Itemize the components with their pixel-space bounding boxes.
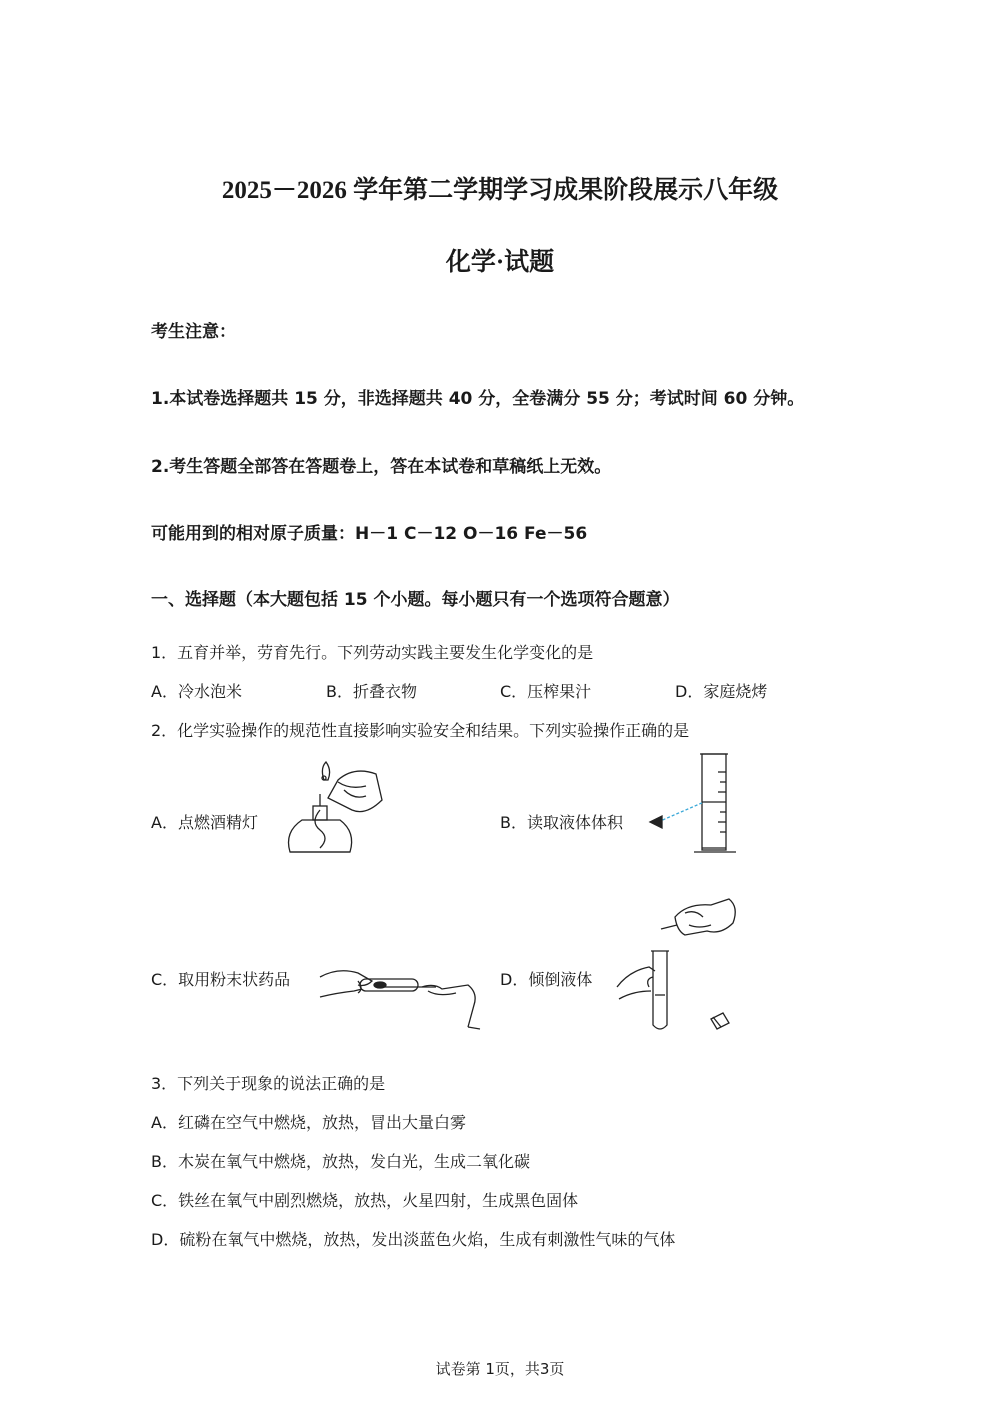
question-2-option-a: A．点燃酒精灯 [151,813,258,832]
atomic-mass-line: 可能用到的相对原子质量：H－1 C－12 O－16 Fe－56 [151,524,588,544]
exam-subtitle: 化学·试题 [445,249,555,276]
question-2-stem: 2．化学实验操作的规范性直接影响实验安全和结果。下列实验操作正确的是 [151,721,690,740]
question-3-option-d: D．硫粉在氧气中燃烧，放热，发出淡蓝色火焰，生成有刺激性气味的气体 [151,1230,676,1249]
notice-item-2: 2.考生答题全部答在答题卷上，答在本试卷和草稿纸上无效。 [151,457,612,477]
question-1-option-a: A．冷水泡米 [151,682,242,701]
question-3-option-c: C．铁丝在氧气中剧烈燃烧，放热，火星四射，生成黑色固体 [151,1191,579,1210]
question-3-option-a: A．红磷在空气中燃烧，放热，冒出大量白雾 [151,1113,466,1132]
question-1-stem: 1．五育并举，劳育先行。下列劳动实践主要发生化学变化的是 [151,643,594,662]
section-heading: 一、选择题（本大题包括 15 个小题。每小题只有一个选项符合题意） [151,590,680,610]
graduated-cylinder-figure [648,752,748,862]
question-2-option-d: D．倾倒液体 [500,970,593,989]
alcohol-lamp-lighting-figure [280,760,390,860]
powder-test-tube-figure [318,963,483,1033]
question-1-option-c: C．压榨果汁 [500,682,592,701]
question-3-option-b: B．木炭在氧气中燃烧，放热，发白光，生成二氧化碳 [151,1152,530,1171]
question-3-stem: 3．下列关于现象的说法正确的是 [151,1074,386,1093]
page-footer: 试卷第 1页，共3页 [435,1360,565,1378]
notice-item-1: 1.本试卷选择题共 15 分，非选择题共 40 分，全卷满分 55 分；考试时间 60 分钟。 [151,389,805,409]
pouring-liquid-figure [615,895,745,1035]
notice-heading: 考生注意： [151,322,236,342]
question-2-option-c: C．取用粉末状药品 [151,970,291,989]
exam-title: 2025－2026 学年第二学期学习成果阶段展示八年级 [221,177,779,204]
question-1-option-b: B．折叠衣物 [326,682,417,701]
question-2-option-b: B．读取液体体积 [500,813,623,832]
question-1-option-d: D．家庭烧烤 [675,682,768,701]
